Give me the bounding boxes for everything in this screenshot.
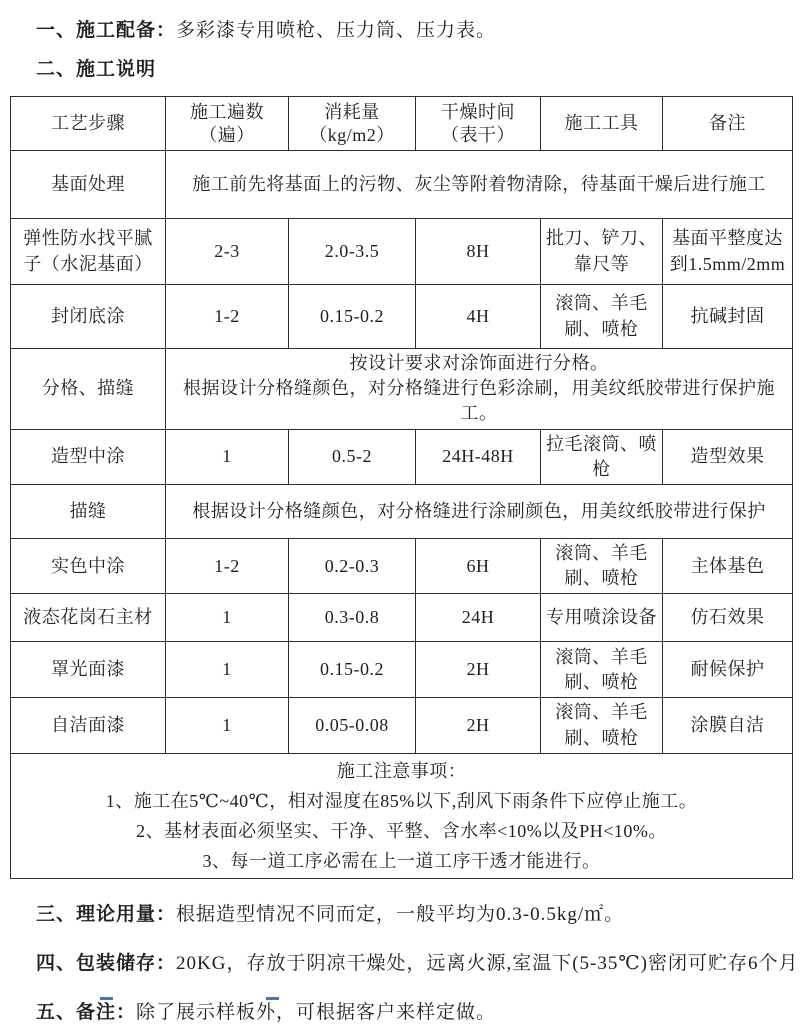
cell-remark: 仿石效果 xyxy=(663,594,793,642)
section-5-text: 除了展示样板外，可根据客户来样定做。 xyxy=(136,1001,497,1023)
cell-dry-time: 2H xyxy=(416,698,541,753)
section-5-remark xyxy=(36,1000,792,1026)
notes-item-1: 1、施工在5℃~40℃，相对湿度在85%以下,刮风下雨条件下应停止施工。 xyxy=(105,790,698,811)
section-4-label: 四、包装储存： xyxy=(36,952,177,974)
cutoff-blue-fragment xyxy=(100,997,113,1000)
cell-remark: 主体基色 xyxy=(663,538,793,593)
cell-dry-time: 6H xyxy=(416,538,541,593)
cutoff-blue-fragment xyxy=(266,997,279,1000)
table-row-sealing-primer xyxy=(11,285,793,349)
cell-dry-time: 8H xyxy=(416,219,541,285)
cell-amount: 0.15-0.2 xyxy=(289,642,416,698)
section-3-text: 根据造型情况不同而定，一般平均为0.3-0.5kg/㎡。 xyxy=(176,903,625,925)
cell-step: 基面处理 xyxy=(11,151,166,219)
table-row-notes xyxy=(11,753,793,878)
cell-description: 根据设计分格缝颜色，对分格缝进行涂刷颜色，用美纹纸胶带进行保护 xyxy=(166,484,793,538)
table-row-grid-dividing xyxy=(11,349,793,430)
cell-dry-time: 24H xyxy=(416,594,541,642)
cell-step: 弹性防水找平腻子（水泥基面） xyxy=(11,219,166,285)
table-row-base-treatment xyxy=(11,151,793,219)
cell-times: 1 xyxy=(166,698,289,753)
cell-description: 施工前先将基面上的污物、灰尘等附着物清除，待基面干燥后进行施工 xyxy=(166,151,793,219)
section-2-label: 二、施工说明 xyxy=(36,59,157,80)
notes-title: 施工注意事项： xyxy=(336,760,467,781)
cell-amount: 0.2-0.3 xyxy=(289,538,416,593)
cell-dry-time: 4H xyxy=(416,285,541,349)
section-1-text: 多彩漆专用喷枪、压力筒、压力表。 xyxy=(176,20,497,41)
table-row-liquid-granite xyxy=(11,594,793,642)
cell-step: 罩光面漆 xyxy=(11,642,166,698)
table-row-texture-midcoat xyxy=(11,429,793,484)
cell-tools: 滚筒、羊毛刷、喷枪 xyxy=(541,698,663,753)
cell-times: 1 xyxy=(166,429,289,484)
cell-times: 1 xyxy=(166,594,289,642)
header-cell-times: 施工遍数 （遍） xyxy=(166,97,289,151)
construction-process-table xyxy=(10,96,793,879)
header-cell-dry-time: 干燥时间 （表干） xyxy=(416,97,541,151)
notes-item-3: 3、每一道工序必需在上一道工序干透才能进行。 xyxy=(202,850,601,871)
cell-amount: 0.15-0.2 xyxy=(289,285,416,349)
table-row-elastic-putty xyxy=(11,219,793,285)
cell-remark: 耐候保护 xyxy=(663,642,793,698)
notes-item-2: 2、基材表面必须坚实、干净、平整、含水率<10%以及PH<10%。 xyxy=(136,820,667,841)
section-1-label: 一、施工配备： xyxy=(36,20,177,41)
section-2-heading xyxy=(36,57,792,83)
cell-tools: 拉毛滚筒、喷枪 xyxy=(541,429,663,484)
cell-remark: 基面平整度达到1.5mm/2mm xyxy=(663,219,793,285)
cell-tools: 专用喷涂设备 xyxy=(541,594,663,642)
cell-amount: 0.5-2 xyxy=(289,429,416,484)
cell-tools: 滚筒、羊毛刷、喷枪 xyxy=(541,642,663,698)
cell-tools: 批刀、铲刀、靠尺等 xyxy=(541,219,663,285)
cell-amount: 0.05-0.08 xyxy=(289,698,416,753)
cell-dry-time: 2H xyxy=(416,642,541,698)
table-row-joint-painting xyxy=(11,484,793,538)
cell-step: 封闭底涂 xyxy=(11,285,166,349)
header-cell-step: 工艺步骤 xyxy=(11,97,166,151)
section-3-label: 三、理论用量： xyxy=(36,903,177,925)
table-header-row xyxy=(11,97,793,151)
cell-step: 实色中涂 xyxy=(11,538,166,593)
cell-step: 造型中涂 xyxy=(11,429,166,484)
cell-remark: 抗碱封固 xyxy=(663,285,793,349)
cell-times: 1 xyxy=(166,642,289,698)
cell-dry-time: 24H-48H xyxy=(416,429,541,484)
section-4-packaging-storage xyxy=(36,951,799,977)
table-row-selfclean-topcoat xyxy=(11,698,793,753)
cell-times: 1-2 xyxy=(166,285,289,349)
cell-step: 分格、描缝 xyxy=(11,349,166,430)
cell-amount: 0.3-0.8 xyxy=(289,594,416,642)
cell-amount: 2.0-3.5 xyxy=(289,219,416,285)
table-row-solid-midcoat xyxy=(11,538,793,593)
cell-description: 按设计要求对涂饰面进行分格。 根据设计分格缝颜色，对分格缝进行色彩涂刷，用美纹纸胶带进行保护施工。 xyxy=(166,349,793,430)
cell-remark: 造型效果 xyxy=(663,429,793,484)
cell-step: 液态花岗石主材 xyxy=(11,594,166,642)
cell-remark: 涂膜自洁 xyxy=(663,698,793,753)
section-4-text: 20KG，存放于阴凉干燥处，远离火源,室温下(5-35℃)密闭可贮存6个月 xyxy=(176,952,799,974)
header-cell-amount: 消耗量 （kg/m2） xyxy=(289,97,416,151)
cell-step: 描缝 xyxy=(11,484,166,538)
table-row-gloss-topcoat xyxy=(11,642,793,698)
section-1-equipment-line xyxy=(36,18,792,44)
cell-step: 自洁面漆 xyxy=(11,698,166,753)
cell-times: 2-3 xyxy=(166,219,289,285)
cell-tools: 滚筒、羊毛刷、喷枪 xyxy=(541,285,663,349)
header-cell-tools: 施工工具 xyxy=(541,97,663,151)
construction-notes xyxy=(11,753,793,878)
section-3-theoretical-usage xyxy=(36,902,792,928)
cell-times: 1-2 xyxy=(166,538,289,593)
section-5-label: 五、备注： xyxy=(36,1001,137,1023)
header-cell-remark: 备注 xyxy=(663,97,793,151)
cell-tools: 滚筒、羊毛刷、喷枪 xyxy=(541,538,663,593)
